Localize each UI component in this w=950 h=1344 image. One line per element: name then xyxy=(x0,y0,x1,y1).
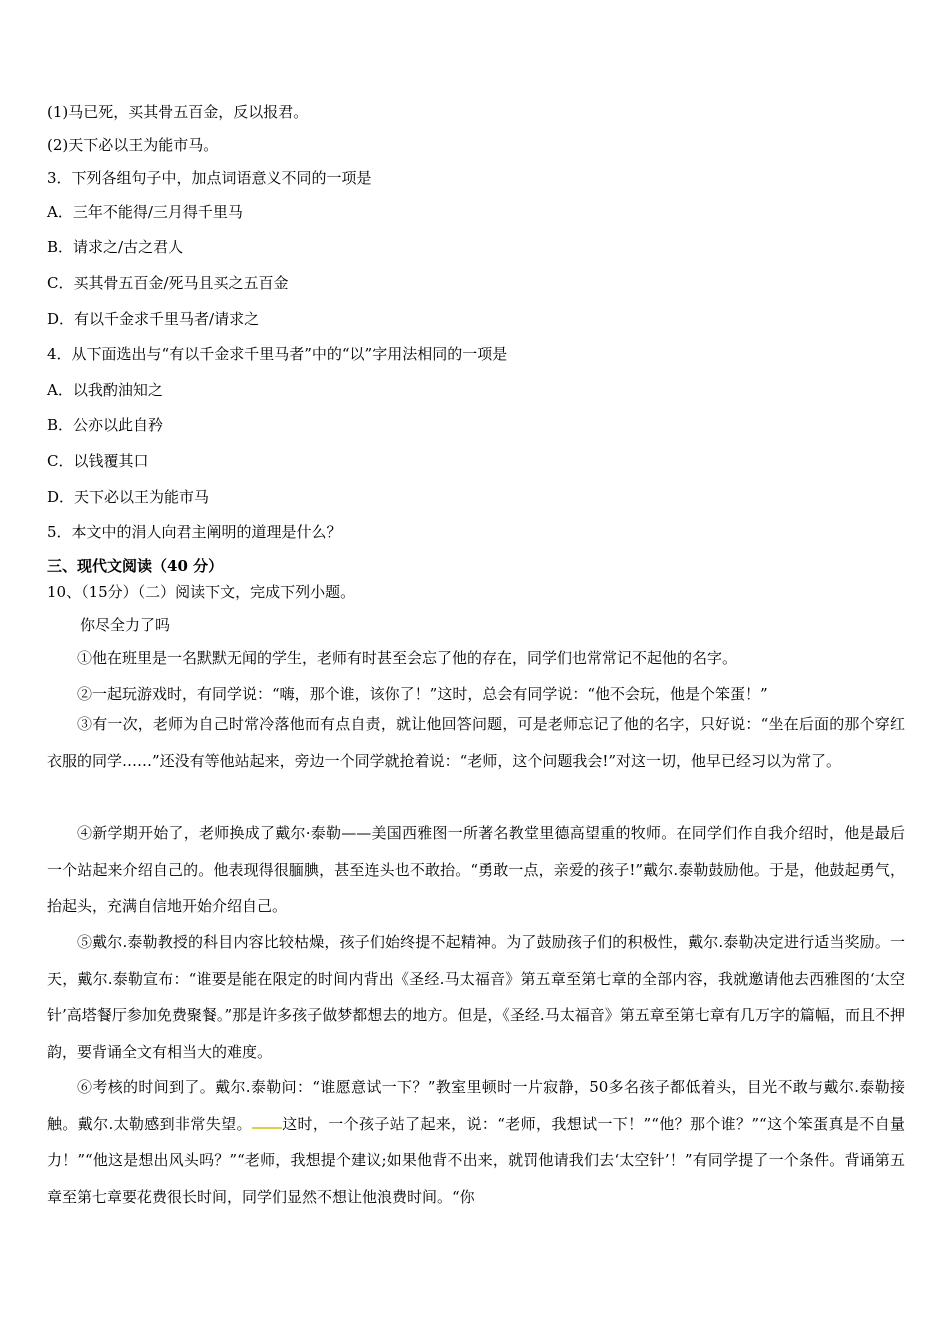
sentence-2: (2)天下必以王为能市马。 xyxy=(47,136,219,154)
paragraph-5: ⑤戴尔.泰勒教授的科目内容比较枯燥，孩子们始终提不起精神。为了鼓励孩子们的积极性，戴尔.泰勒决定进行适当奖励。一天，戴尔.泰勒宣布：“谁要是能在限定的时间内背出《圣经.马太福音》第五章至第七章的全部内容，我就邀请他去西雅图的‘太空针’高塔餐厅参加免费聚餐。”那是许多孩子做梦都想去的地方。但是，《圣经.马太福音》第五章至第七章有几万字的篇幅，而且不押韵，要背诵全文有相当大的难度。 xyxy=(47,933,905,1061)
paragraph-6-part-1: ⑥考核的时间到了。戴尔.泰勒问：“谁愿意试一下？”教室里顿时一片寂静，50多名孩子都低着头，目光不敢与戴尔.泰勒接触。戴尔.太勒感到非常失望。 xyxy=(47,1078,905,1133)
question-3: 3．下列各组句子中，加点词语意义不同的一项是 xyxy=(47,169,372,187)
paragraph-1: ①他在班里是一名默默无闻的学生，老师有时甚至会忘了他的存在，同学们也常常记不起他的名字。 xyxy=(77,649,738,667)
question-4: 4．从下面选出与“有以千金求千里马者”中的“以”字用法相同的一项是 xyxy=(47,345,508,363)
question-5: 5．本文中的涓人向君主阐明的道理是什么？ xyxy=(47,523,342,541)
question-4-option-b: B．公亦以此自矜 xyxy=(47,416,164,434)
paragraph-4: ④新学期开始了，老师换成了戴尔·泰勒——美国西雅图一所著名教堂里德高望重的牧师。在同学们作自我介绍时，他是最后一个站起来介绍自己的。他表现得很腼腆，甚至连头也不敢抬。“勇敢一点，亲爱的孩子!”戴尔.泰勒鼓励他。于是，他鼓起勇气，抬起头，充满自信地开始介绍自己。 xyxy=(47,824,905,915)
paragraph-6 xyxy=(47,1069,905,1215)
paragraph-2: ②一起玩游戏时，有同学说：“嗨，那个谁，该你了！”这时，总会有同学说：“他不会玩，他是个笨蛋！” xyxy=(77,685,768,703)
question-4-option-d: D．天下必以王为能市马 xyxy=(47,488,210,506)
question-4-option-a: A．以我酌油知之 xyxy=(47,381,163,399)
question-3-option-d: D．有以千金求千里马者/请求之 xyxy=(47,310,260,328)
passage-title: 你尽全力了吗 xyxy=(80,616,171,634)
paragraph-6-part-2: 这时，一个孩子站了起来，说：“老师，我想试一下！”“他？那个谁？”“这个笨蛋真是不自量力！”“他这是想出风头吗？”“老师，我想提个建议;如果他背不出来，就罚他请我们去‘太空针’！”有同学提了一个条件。背诵第五章至第七章要花费很长时间，同学们显然不想让他浪费时间。“你 xyxy=(47,1114,905,1206)
question-3-option-b: B．请求之/古之君人 xyxy=(47,238,184,256)
question-4-option-c: C．以钱覆其口 xyxy=(47,452,149,470)
question-3-option-a: A．三年不能得/三月得千里马 xyxy=(47,203,243,221)
section-heading: 三、现代文阅读（40 分） xyxy=(47,557,224,575)
answer-blank[interactable] xyxy=(252,1113,282,1129)
question-3-option-c: C．买其骨五百金/死马且买之五百金 xyxy=(47,274,289,292)
paragraph-3: ③有一次，老师为自己时常冷落他而有点自责，就让他回答问题，可是老师忘记了他的名字，只好说：“坐在后面的那个穿红衣服的同学……”还没有等他站起来，旁边一个同学就抢着说：“老师，这个问题我会!”对这一切，他早已经习以为常了。 xyxy=(47,715,905,770)
sentence-1: (1)马已死，买其骨五百金，反以报君。 xyxy=(47,103,309,121)
question-10: 10、（15分）（二）阅读下文，完成下列小题。 xyxy=(47,583,356,601)
